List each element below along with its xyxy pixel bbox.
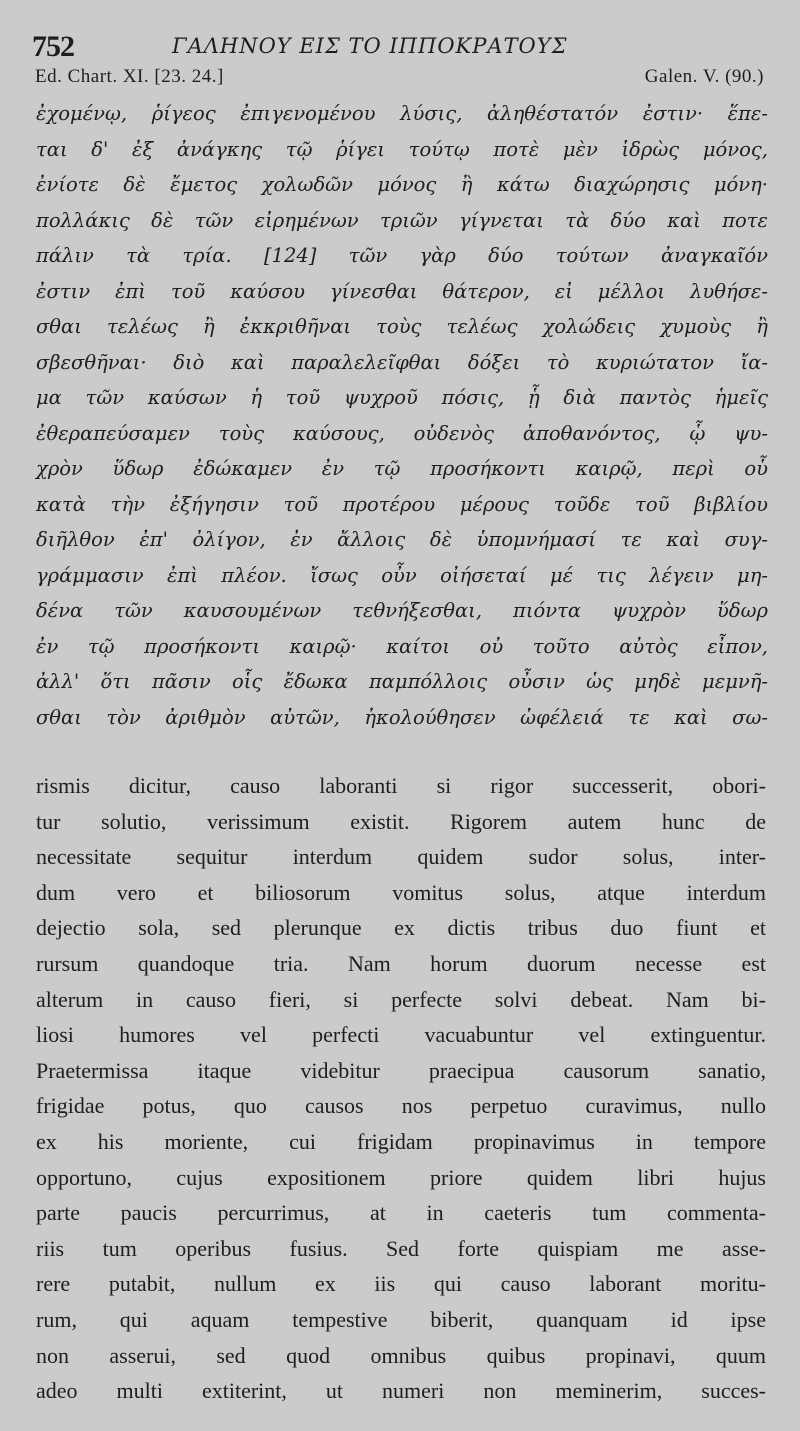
- latin-line: riis tum operibus fusius. Sed forte quispiam me asse-: [36, 1235, 766, 1261]
- greek-line: ἐν τῷ προσήκοντι καιρῷ· καίτοι οὐ τοῦτο αὐτὸς εἶπον,: [36, 634, 768, 658]
- greek-line: διῆλθον ἐπ' ὀλίγον, ἐν ἄλλοις δὲ ὑπομνήμασί τε καὶ συγ-: [36, 528, 768, 551]
- greek-line: ἀλλ' ὅτι πᾶσιν οἷς ἔδωκα παμπόλλοις οὖσιν ὡς μηδὲ μεμνῆ-: [36, 670, 768, 693]
- greek-line: ἐστιν ἐπὶ τοῦ καύσου γίνεσθαι θάτερον, εἰ μέλλοι λυθήσε-: [36, 279, 768, 303]
- latin-line: opportuno, cujus expositionem priore quidem libri hujus: [36, 1164, 766, 1190]
- latin-line: Praetermissa itaque videbitur praecipua causorum sanatio,: [36, 1057, 766, 1083]
- greek-line: σθαι τελέως ἢ ἐκκριθῆναι τοὺς τελέως χολώδεις χυμοὺς ἢ: [36, 315, 768, 338]
- latin-line: rursum quandoque tria. Nam horum duorum necesse est: [36, 950, 766, 976]
- latin-line: tur solutio, verissimum existit. Rigorem autem hunc de: [36, 808, 766, 834]
- galen-reference: Galen. V. (90.): [644, 66, 764, 87]
- latin-line: necessitate sequitur interdum quidem sudor solus, inter-: [36, 844, 766, 870]
- latin-line: ex his moriente, cui frigidam propinavimus in tempore: [36, 1128, 766, 1154]
- latin-line: non asserui, sed quod omnibus quibus propinavi, quum: [36, 1342, 766, 1368]
- greek-line: κατὰ τὴν ἐξήγησιν τοῦ προτέρου μέρους τοῦδε τοῦ βιβλίου: [36, 492, 768, 516]
- greek-line: χρὸν ὕδωρ ἐδώκαμεν ἐν τῷ προσήκοντι καιρῷ, περὶ οὗ: [36, 457, 768, 480]
- greek-line: ἐνίοτε δὲ ἔμετος χολωδῶν μόνος ἢ κάτω διαχώρησις μόνη·: [36, 173, 768, 196]
- latin-line: liosi humores vel perfecti vacuabuntur vel extinguentur.: [36, 1022, 766, 1048]
- latin-line: frigidae potus, quo causos nos perpetuo curavimus, nullo: [36, 1093, 766, 1119]
- greek-line: ἐθεραπεύσαμεν τοὺς καύσους, οὐδενὸς ἀποθανόντος, ᾧ ψυ-: [36, 421, 768, 445]
- page-number: 752: [32, 30, 74, 63]
- edition-reference-line: [35, 66, 764, 92]
- greek-line: σβεσθῆναι· διὸ καὶ παραλελεῖφθαι δόξει τὸ κυριώτατον ἴα-: [36, 350, 768, 374]
- latin-line: rere putabit, nullum ex iis qui causo laborant moritu-: [36, 1271, 766, 1297]
- greek-text-block: [36, 96, 768, 735]
- latin-line: adeo multi extiterint, ut numeri non meminerim, succes-: [36, 1378, 766, 1404]
- greek-line: γράμμασιν ἐπὶ πλέον. ἴσως οὖν οἰήσεταί μέ τις λέγειν μη-: [36, 563, 768, 587]
- greek-line: πολλάκις δὲ τῶν εἰρημένων τριῶν γίγνεται τὰ δύο καὶ ποτε: [36, 208, 768, 232]
- greek-line: μα τῶν καύσων ἡ τοῦ ψυχροῦ πόσις, ᾗ διὰ παντὸς ἡμεῖς: [36, 386, 768, 409]
- latin-line: dejectio sola, sed plerunque ex dictis tribus duo fiunt et: [36, 915, 766, 941]
- latin-line: alterum in causo fieri, si perfecte solvi debeat. Nam bi-: [36, 986, 766, 1012]
- running-title: ΓΑΛΗΝΟΥ ΕΙΣ ΤΟ ΙΠΠΟΚΡΑΤΟΥΣ: [172, 34, 568, 58]
- edition-reference: Ed. Chart. XI. [23. 24.]: [35, 66, 224, 87]
- latin-line: parte paucis percurrimus, at in caeteris tum commenta-: [36, 1200, 766, 1226]
- greek-line: ἐχομένῳ, ῥίγεος ἐπιγενομένου λύσις, ἀληθέστατόν ἐστιν· ἕπε-: [36, 102, 768, 125]
- page-header: [32, 28, 772, 68]
- greek-line: σθαι τὸν ἀριθμὸν αὐτῶν, ἠκολούθησεν ὠφέλειά τε καὶ σω-: [36, 705, 768, 729]
- latin-text-block: [36, 768, 766, 1409]
- greek-line: ται δ' ἐξ ἀνάγκης τῷ ῥίγει τούτῳ ποτὲ μὲν ἱδρὼς μόνος,: [36, 137, 768, 161]
- greek-line: δένα τῶν καυσουμένων τεθνήξεσθαι, πιόντα ψυχρὸν ὕδωρ: [36, 599, 768, 622]
- latin-line: rismis dicitur, causo laboranti si rigor successerit, obori-: [36, 773, 766, 798]
- latin-line: rum, qui aquam tempestive biberit, quanquam id ipse: [36, 1306, 766, 1332]
- greek-line: πάλιν τὰ τρία. [124] τῶν γὰρ δύο τούτων ἀναγκαῖόν: [36, 244, 768, 267]
- latin-line: dum vero et biliosorum vomitus solus, atque interdum: [36, 879, 766, 905]
